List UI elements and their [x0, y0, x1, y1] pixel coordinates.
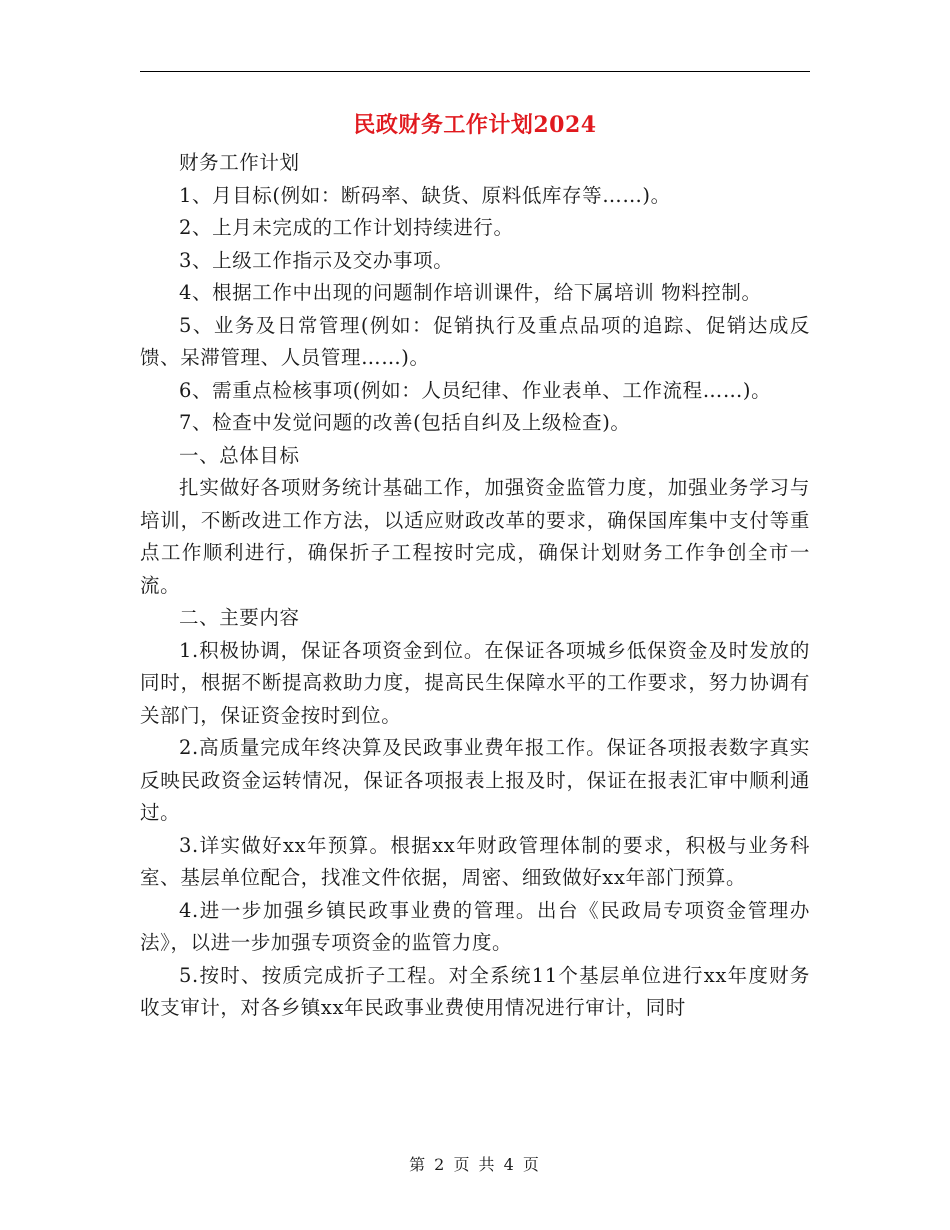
paragraph-content-4: 4.进一步加强乡镇民政事业费的管理。出台《民政局专项资金管理办法》，以进一步加强专项资金的监管力度。 — [140, 898, 810, 954]
paragraph-item-3: 3、上级工作指示及交办事项。 — [179, 248, 454, 272]
document-title: 民政财务工作计划2024 — [353, 112, 597, 138]
paragraph-heading-plan: 财务工作计划 — [179, 151, 300, 174]
paragraph-content-3: 3.详实做好xx年预算。根据xx年财政管理体制的要求，积极与业务科室、基层单位配合，找准文件依据，周密、细致做好xx年部门预算。 — [140, 833, 810, 889]
paragraph-item-4: 4、根据工作中出现的问题制作培训课件，给下属培训 物料控制。 — [179, 281, 762, 304]
paragraph-content-1: 1.积极协调，保证各项资金到位。在保证各项城乡低保资金及时发放的同时，根据不断提高救助力度，提高民生保障水平的工作要求，努力协调有关部门，保证资金按时到位。 — [140, 638, 810, 727]
paragraph-item-6: 6、需重点检核事项(例如：人员纪律、作业表单、工作流程……)。 — [179, 378, 772, 402]
paragraph-content-5: 5.按时、按质完成折子工程。对全系统11个基层单位进行xx年度财务收支审计，对各乡镇xx年民政事业费使用情况进行审计，同时 — [140, 963, 810, 1019]
section-heading-main-content: 二、主要内容 — [179, 606, 300, 629]
paragraph-content-2: 2.高质量完成年终决算及民政事业费年报工作。保证各项报表数字真实反映民政资金运转情况，保证各项报表上报及时，保证在报表汇审中顺利通过。 — [140, 736, 810, 824]
paragraph-item-7: 7、检查中发觉问题的改善(包括自纠及上级检查)。 — [179, 411, 631, 434]
paragraph-item-2: 2、上月未完成的工作计划持续进行。 — [179, 216, 514, 239]
header-rule — [140, 71, 810, 72]
document-body — [140, 147, 810, 1025]
paragraph-item-1: 1、月目标(例如：断码率、缺货、原料低库存等……)。 — [179, 183, 671, 207]
page-footer: 第 2 页 共 4 页 — [409, 1155, 541, 1174]
paragraph-item-5: 5、业务及日常管理(例如：促销执行及重点品项的追踪、促销达成反馈、呆滞管理、人员管理……)。 — [140, 313, 810, 369]
paragraph-overall-goal: 扎实做好各项财务统计基础工作，加强资金监管力度，加强业务学习与培训，不断改进工作方法，以适应财政改革的要求，确保国库集中支付等重点工作顺利进行，确保折子工程按时完成，确保计划财务工作争创全市一流。 — [140, 476, 810, 597]
section-heading-overall-goal: 一、总体目标 — [179, 443, 300, 467]
